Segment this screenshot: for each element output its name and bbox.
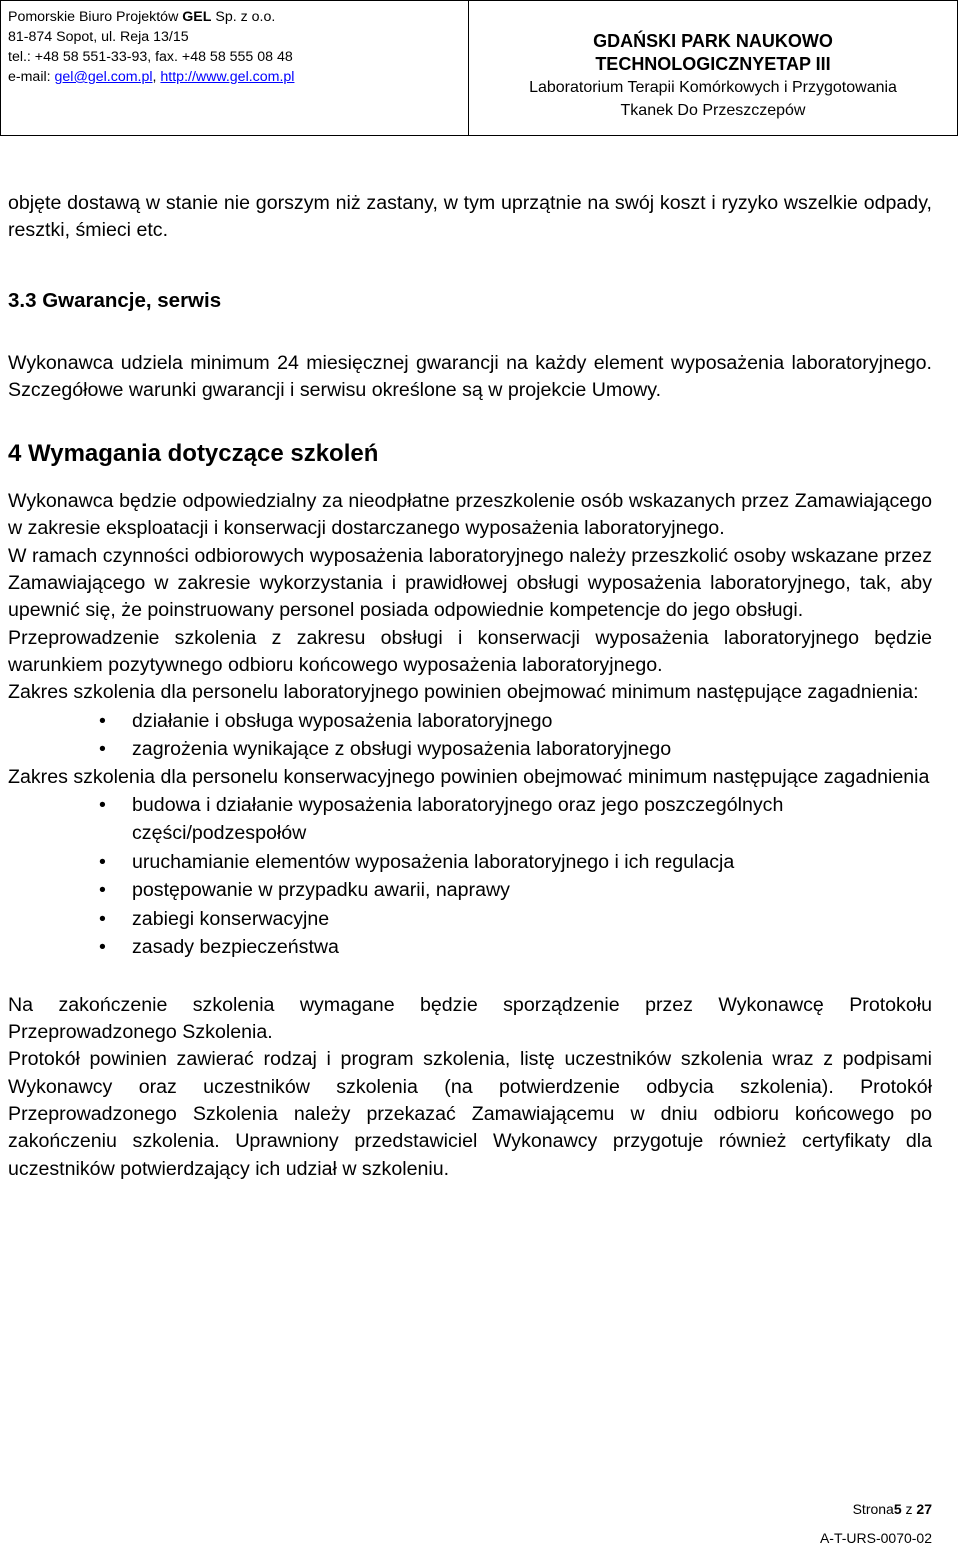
paragraph-training-1: Wykonawca będzie odpowiedzialny za nieodpłatne przeszkolenie osób wskazanych przez Zamawiającego w zakresie eksploatacji i konserwacji dostarczanego wyposażenia laboratoryjnego. [8,490,932,540]
email-link[interactable]: gel@gel.com.pl [54,69,153,85]
list-item [8,905,932,934]
list-item [8,876,932,905]
project-title-2: TECHNOLOGICZNYETAP III [595,54,831,74]
paragraph-training-3: Przeprowadzenie szkolenia z zakresu obsługi i konserwacji wyposażenia laboratoryjnego będzie warunkiem pozytywnego odbioru końcowego wyposażenia laboratoryjnego. [8,626,932,676]
paragraph-training-scope-lab: Zakres szkolenia dla personelu laboratoryjnego powinien obejmować minimum następujące zagadnienia: [8,681,919,704]
company-contact [8,67,468,87]
document-body [8,190,932,1183]
project-title-1: GDAŃSKI PARK NAUKOWO [593,31,833,51]
document-header [0,0,958,136]
list-item-text: zagrożenia wynikające z obsługi wyposażenia laboratoryjnego [132,738,672,761]
company-name-bold: GEL [182,9,212,25]
company-address: 81-874 Sopot, ul. Reja 13/15 [8,29,189,45]
project-subtitle-2: Tkanek Do Przeszczepów [620,102,806,119]
paragraph-protocol-1: Na zakończenie szkolenia wymagane będzie sporządzenie przez Wykonawcę Protokołu Przeprowadzonego Szkolenia. [8,993,932,1044]
page-total: 27 [916,1501,932,1517]
company-name [8,7,468,27]
bullet-icon: • [99,738,106,761]
bullet-icon: • [99,936,106,959]
list-item [8,791,932,848]
project-info [469,1,957,135]
paragraph-protocol-2: Protokół powinien zawierać rodzaj i program szkolenia, listę uczestników szkolenia wraz z podpisami Wykonawcy oraz uczestników szkolenia (na potwierdzenie odbycia szkolenia). Protokół Przeprowadzonego Szkolenia należy przekazać Zamawiającemu w dniu odbioru końcowego po zakończeniu szkolenia. Uprawniony przedstawiciel Wykonawcy przygotuje również certyfikaty dla uczestników potwierdzający ich udział w szkoleniu. [8,1048,932,1180]
list-lab-topics [8,707,932,764]
list-item-text: zasady bezpieczeństwa [132,936,339,959]
list-item-text: budowa i działanie wyposażenia laboratoryjnego oraz jego poszczególnych części/podzespołów [132,793,784,845]
contact-separator: , [152,69,161,85]
bullet-icon: • [99,907,106,930]
list-item [8,848,932,877]
list-item-text: postępowanie w przypadku awarii, naprawy [132,879,510,902]
paragraph-training-scope-maintenance: Zakres szkolenia dla personelu konserwacyjnego powinien obejmować minimum następujące zagadnienia [8,765,930,788]
list-item-text: zabiegi konserwacyjne [132,907,330,930]
company-info [1,1,469,135]
website-link[interactable]: http://www.gel.com.pl [160,69,295,85]
bullet-icon: • [99,879,106,902]
list-item [8,707,932,736]
section-heading-3-3: 3.3 Gwarancje, serwis [8,288,222,312]
paragraph-intro: objęte dostawą w stanie nie gorszym niż zastany, w tym uprzątnie na swój koszt i ryzyko wszelkie odpady, resztki, śmieci etc. [8,192,932,242]
page-of: z [901,1501,917,1517]
page-number [853,1501,932,1517]
page-current: 5 [893,1501,902,1517]
project-subtitle-1: Laboratorium Terapii Komórkowych i Przygotowania [529,79,897,96]
company-name-text: Pomorskie Biuro Projektów [8,9,183,25]
paragraph-training-2: W ramach czynności odbiorowych wyposażenia laboratoryjnego należy przeszkolić osoby wskazane przez Zamawiającego w zakresie wykorzystania i prawidłowej obsługi wyposażenia laboratoryjnego, tak, aby upewnić się, że poinstruowany personel posiada odpowiednie kompetencje do jego obsługi. [8,544,932,622]
page-label: Strona [852,1501,894,1517]
list-item-text: działanie i obsługa wyposażenia laboratoryjnego [132,709,553,732]
list-item-text: uruchamianie elementów wyposażenia laboratoryjnego i ich regulacja [132,850,735,873]
bullet-icon: • [99,793,106,816]
document-code: A-T-URS-0070-02 [819,1530,932,1546]
paragraph-warranty: Wykonawca udziela minimum 24 miesięcznej gwarancji na każdy element wyposażenia laboratoryjnego. Szczegółowe warunki gwarancji i serwisu określone są w projekcie Umowy. [8,351,932,401]
bullet-icon: • [99,709,106,732]
company-phone: tel.: +48 58 551-33-93, fax. +48 58 555 08 48 [8,49,293,65]
list-maintenance-topics [8,791,932,962]
list-item [8,933,932,962]
company-name-tail: Sp. z o.o. [211,9,276,25]
list-item [8,735,932,764]
email-label: e-mail: [8,69,55,85]
bullet-icon: • [99,850,106,873]
section-heading-4: 4 Wymagania dotyczące szkoleń [8,440,379,468]
